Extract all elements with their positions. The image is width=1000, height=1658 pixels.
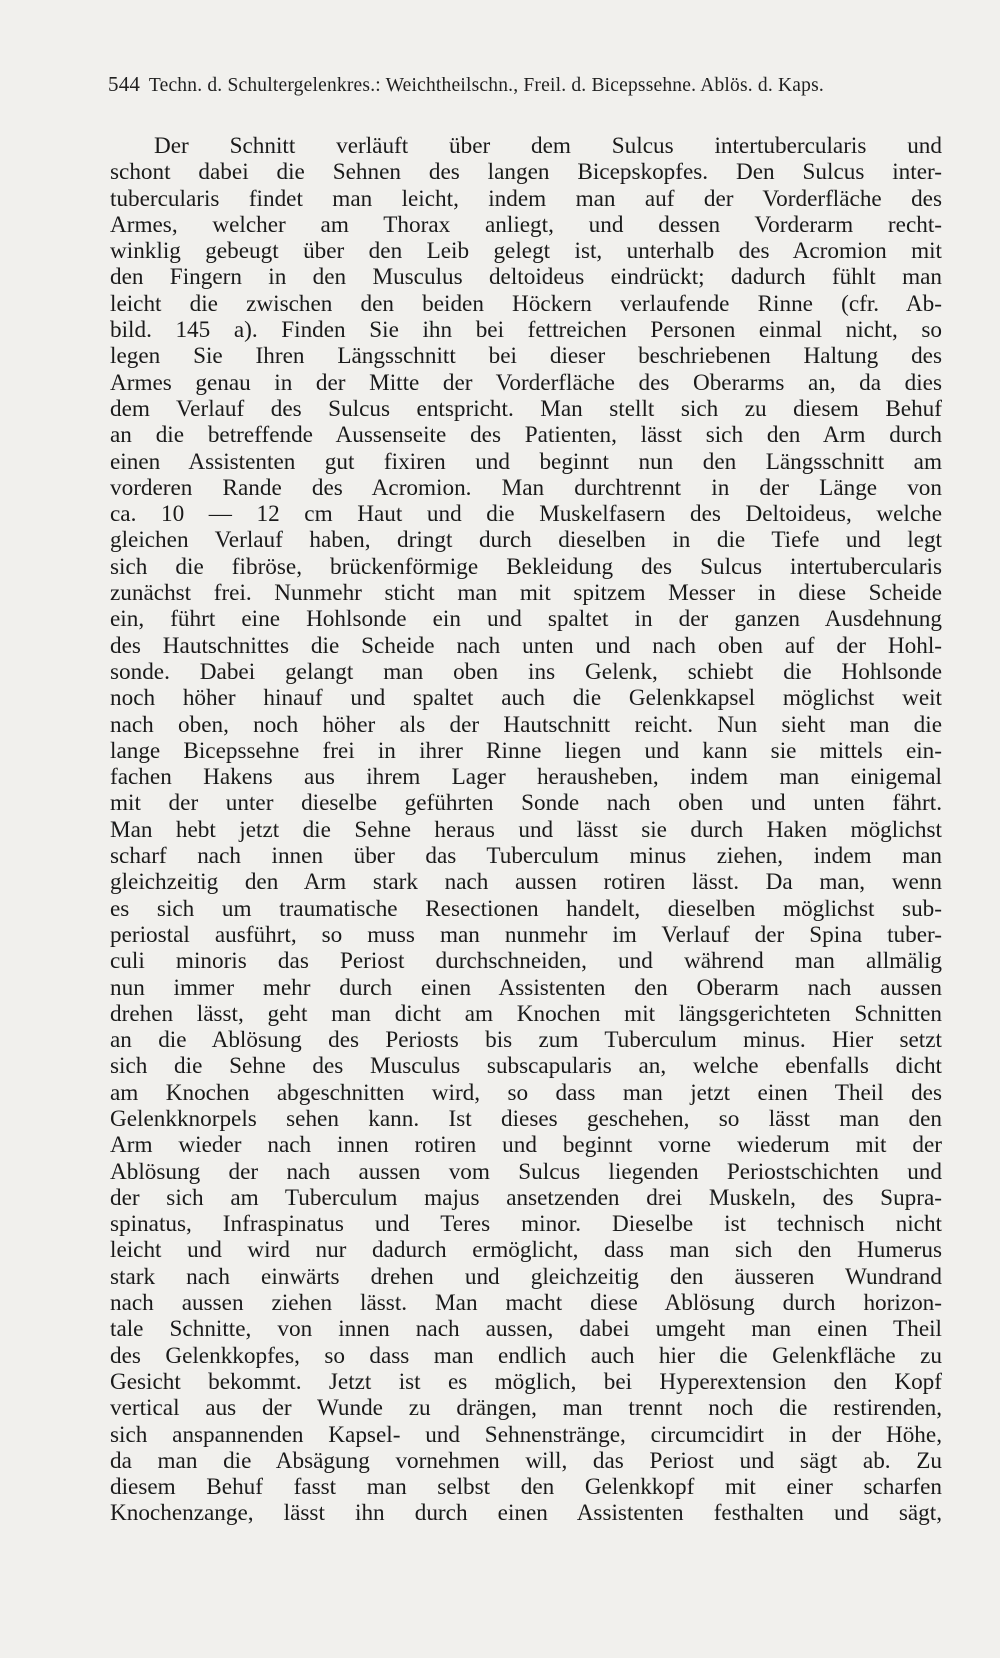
text-line: schont dabei die Sehnen des langen Bicepskopfes. Den Sulcus inter- — [110, 159, 942, 186]
text-line: am Knochen abgeschnitten wird, so dass man jetzt einen Theil des — [110, 1079, 942, 1106]
text-line: diesem Behuf fasst man selbst den Gelenkkopf mit einer scharfen — [110, 1474, 942, 1501]
text-line: lange Bicepssehne frei in ihrer Rinne liegen und kann sie mittels ein- — [110, 737, 942, 764]
text-line: winklig gebeugt über den Leib gelegt ist, unterhalb des Acromion mit — [110, 238, 942, 265]
text-line: leicht und wird nur dadurch ermöglicht, dass man sich den Humerus — [110, 1237, 942, 1264]
text-line: des Gelenkkopfes, so dass man endlich auch hier die Gelenkfläche zu — [110, 1342, 942, 1369]
text-line: Man hebt jetzt die Sehne heraus und lässt sie durch Haken möglichst — [110, 816, 942, 843]
text-line: Arm wieder nach innen rotiren und beginnt vorne wiederum mit der — [110, 1132, 942, 1159]
text-line: drehen lässt, geht man dicht am Knochen mit längsgerichteten Schnitten — [110, 1000, 942, 1027]
text-line: mit der unter dieselbe geführten Sonde nach oben und unten fährt. — [110, 790, 942, 817]
text-line: nach aussen ziehen lässt. Man macht diese Ablösung durch horizon- — [110, 1290, 942, 1317]
text-line: culi minoris das Periost durchschneiden, und während man allmälig — [110, 948, 942, 975]
text-line: tale Schnitte, von innen nach aussen, dabei umgeht man einen Theil — [110, 1316, 942, 1343]
text-line: Gelenkknorpels sehen kann. Ist dieses geschehen, so lässt man den — [110, 1105, 942, 1132]
text-line: sonde. Dabei gelangt man oben ins Gelenk, schiebt die Hohlsonde — [110, 658, 942, 685]
text-line: noch höher hinauf und spaltet auch die Gelenkkapsel möglichst weit — [110, 685, 942, 712]
text-line: dem Verlauf des Sulcus entspricht. Man stellt sich zu diesem Behuf — [110, 395, 942, 422]
running-header — [108, 72, 944, 97]
text-line: bild. 145 a). Finden Sie ihn bei fettreichen Personen einmal nicht, so — [110, 317, 942, 344]
text-line: nach oben, noch höher als der Hautschnitt reicht. Nun sieht man die — [110, 711, 942, 738]
text-line: der sich am Tuberculum majus ansetzenden drei Muskeln, des Supra- — [110, 1184, 942, 1211]
text-line: vertical aus der Wunde zu drängen, man trennt noch die restirenden, — [110, 1395, 942, 1422]
header-title: Techn. d. Schultergelenkres.: Weichtheilschn., Freil. d. Bicepssehne. Ablös. d. Kaps. — [148, 75, 824, 96]
text-line: da man die Absägung vornehmen will, das Periost und sägt ab. Zu — [110, 1447, 942, 1474]
text-line: sich die Sehne des Musculus subscapularis an, welche ebenfalls dicht — [110, 1053, 942, 1080]
body-paragraph — [110, 133, 942, 1527]
text-line: sich die fibröse, brückenförmige Bekleidung des Sulcus intertubercularis — [110, 553, 942, 580]
text-line: des Hautschnittes die Scheide nach unten und nach oben auf der Hohl- — [110, 632, 942, 659]
text-line: stark nach einwärts drehen und gleichzeitig den äusseren Wundrand — [110, 1263, 942, 1290]
text-line: Gesicht bekommt. Jetzt ist es möglich, bei Hyperextension den Kopf — [110, 1368, 942, 1395]
text-line: es sich um traumatische Resectionen handelt, dieselben möglichst sub- — [110, 895, 942, 922]
text-line: Knochenzange, lässt ihn durch einen Assistenten festhalten und sägt, — [110, 1500, 942, 1527]
text-line: an die betreffende Aussenseite des Patienten, lässt sich den Arm durch — [110, 422, 942, 449]
text-line: legen Sie Ihren Längsschnitt bei dieser beschriebenen Haltung des — [110, 343, 942, 370]
text-line: scharf nach innen über das Tuberculum minus ziehen, indem man — [110, 843, 942, 870]
text-line: ca. 10 — 12 cm Haut und die Muskelfasern des Deltoideus, welche — [110, 501, 942, 528]
text-line: Armes genau in der Mitte der Vorderfläche des Oberarms an, da dies — [110, 369, 942, 396]
text-line: nun immer mehr durch einen Assistenten den Oberarm nach aussen — [110, 974, 942, 1001]
text-line: leicht die zwischen den beiden Höckern verlaufende Rinne (cfr. Ab- — [110, 290, 942, 317]
text-line: sich anspannenden Kapsel- und Sehnenstränge, circumcidirt in der Höhe, — [110, 1421, 942, 1448]
text-line: zunächst frei. Nunmehr sticht man mit spitzem Messer in diese Scheide — [110, 580, 942, 607]
text-line: an die Ablösung des Periosts bis zum Tuberculum minus. Hier setzt — [110, 1027, 942, 1054]
page-number: 544 — [108, 72, 141, 96]
text-line: den Fingern in den Musculus deltoideus eindrückt; dadurch fühlt man — [110, 264, 942, 291]
text-line: Armes, welcher am Thorax anliegt, und dessen Vorderarm recht- — [110, 211, 942, 238]
text-line: periostal ausführt, so muss man nunmehr im Verlauf der Spina tuber- — [110, 921, 942, 948]
text-line: fachen Hakens aus ihrem Lager herausheben, indem man einigemal — [110, 764, 942, 791]
text-line: Der Schnitt verläuft über dem Sulcus intertubercularis und — [154, 133, 942, 159]
text-line: ein, führt eine Hohlsonde ein und spaltet in der ganzen Ausdehnung — [110, 606, 942, 633]
text-line: tubercularis findet man leicht, indem man auf der Vorderfläche des — [110, 185, 942, 212]
text-line: gleichzeitig den Arm stark nach aussen rotiren lässt. Da man, wenn — [110, 869, 942, 896]
text-line: spinatus, Infraspinatus und Teres minor. Dieselbe ist technisch nicht — [110, 1211, 942, 1238]
text-line: vorderen Rande des Acromion. Man durchtrennt in der Länge von — [110, 474, 942, 501]
text-line: Ablösung der nach aussen vom Sulcus liegenden Periostschichten und — [110, 1158, 942, 1185]
text-line: einen Assistenten gut fixiren und beginnt nun den Längsschnitt am — [110, 448, 942, 475]
text-line: gleichen Verlauf haben, dringt durch dieselben in die Tiefe und legt — [110, 527, 942, 554]
